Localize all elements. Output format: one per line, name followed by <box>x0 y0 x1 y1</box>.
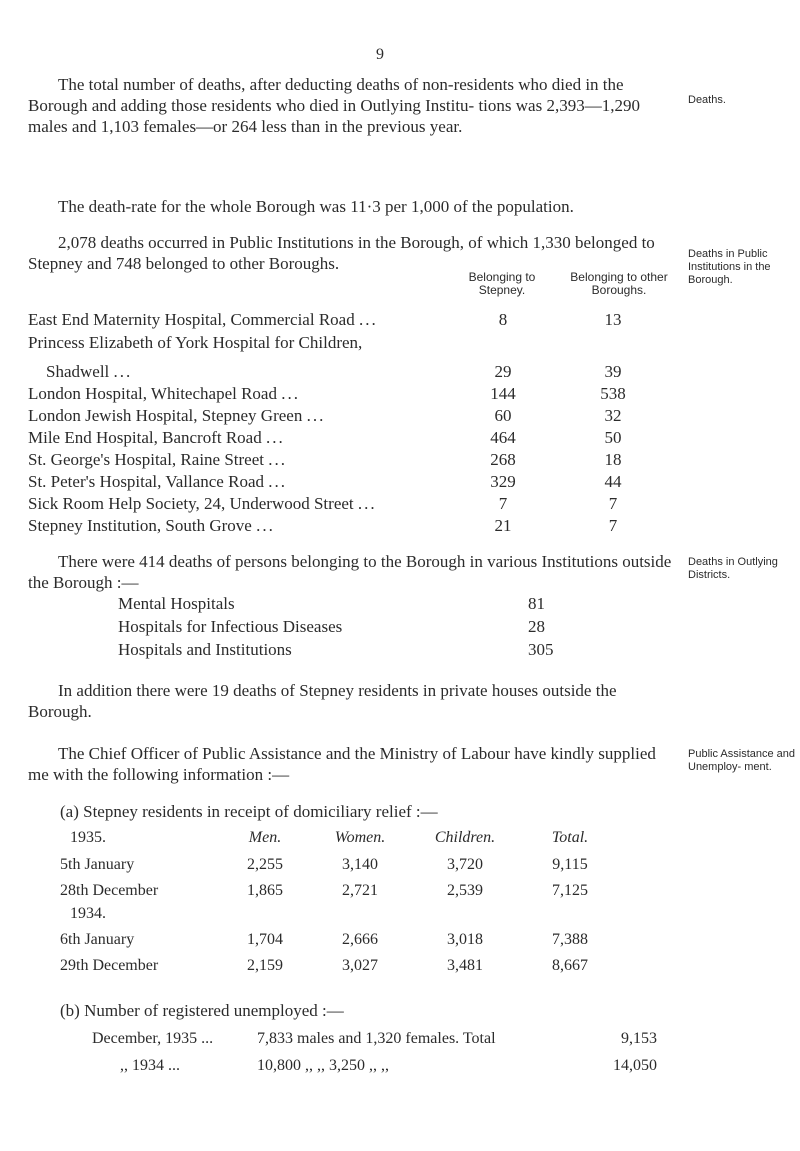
table-row <box>60 928 660 952</box>
table-row <box>92 1054 662 1078</box>
outlying-name: Hospitals and Institutions <box>118 640 292 659</box>
unemployed-text: 10,800 ,, ,, 3,250 ,, ,, <box>257 1057 389 1074</box>
private-houses-paragraph: In addition there were 19 deaths of Stepney residents in private houses outside the Borough. <box>28 681 617 721</box>
institution-name: London Hospital, Whitechapel Road ... <box>28 384 300 403</box>
margin-note-deaths: Deaths. <box>688 94 726 106</box>
value-stepney: 21 <box>494 516 512 535</box>
table-row <box>92 1027 662 1051</box>
deaths-paragraph: The total number of deaths, after deducting deaths of non-residents who died in the Borough and adding those residents who died in Outlying Institu- tions was 2,393—1,290 males and 1,103 females—or 264 less than in the previous year. <box>28 75 640 136</box>
relief-year-label: 1934. <box>70 905 106 922</box>
table-row <box>28 383 658 404</box>
value-other: 7 <box>608 516 618 535</box>
public-institutions-paragraph: 2,078 deaths occurred in Public Institutions in the Borough, of which 1,330 belonged to Stepney and 748 belonged to other Boroughs. <box>28 233 655 273</box>
death-rate-paragraph: The death-rate for the whole Borough was 11·3 per 1,000 of the population. <box>58 197 574 216</box>
unemployed-total: 14,050 <box>613 1057 657 1074</box>
table-row <box>28 405 658 426</box>
col-head-stepney: Belonging to Stepney. <box>468 270 536 297</box>
relief-children: 3,720 <box>447 856 483 873</box>
value-other: 13 <box>604 310 622 329</box>
value-other: 18 <box>604 450 622 469</box>
value-stepney: 29 <box>494 362 512 381</box>
institution-name: London Jewish Hospital, Stepney Green ... <box>28 406 326 425</box>
relief-header-women: Women. <box>334 829 386 846</box>
table-row <box>118 615 578 639</box>
relief-women: 3,140 <box>342 856 378 873</box>
value-stepney: 8 <box>498 310 508 329</box>
unemployed-label: December, 1935 ... <box>92 1030 214 1047</box>
value-other: 32 <box>604 406 622 425</box>
col-head-other: Belonging to other Boroughs. <box>570 270 668 297</box>
relief-women: 2,666 <box>342 931 378 948</box>
value-stepney: 464 <box>490 428 516 447</box>
value-stepney: 7 <box>498 494 508 513</box>
institution-name: Sick Room Help Society, 24, Underwood Street ... <box>28 494 377 513</box>
table-row <box>60 853 660 877</box>
institution-name: Shadwell ... <box>46 362 133 381</box>
table-row <box>28 471 658 492</box>
institution-name: Princess Elizabeth of York Hospital for Children, <box>28 333 363 352</box>
relief-year-1934 <box>60 902 660 926</box>
value-stepney: 268 <box>490 450 516 469</box>
outlying-name: Hospitals for Infectious Diseases <box>118 617 343 636</box>
relief-header-row <box>60 826 660 850</box>
table-row <box>28 332 658 353</box>
relief-heading: (a) Stepney residents in receipt of domiciliary relief :— <box>60 802 438 821</box>
relief-men: 1,704 <box>247 931 283 948</box>
relief-children: 3,018 <box>447 931 483 948</box>
institution-name: St. George's Hospital, Raine Street ... <box>28 450 287 469</box>
margin-note-public-assistance: Public Assistance and Unemploy- ment. <box>688 748 796 773</box>
table-row <box>28 427 658 448</box>
institution-name: Stepney Institution, South Grove ... <box>28 516 275 535</box>
outlying-name: Mental Hospitals <box>118 594 235 613</box>
relief-total: 7,125 <box>552 882 588 899</box>
institution-name: Mile End Hospital, Bancroft Road ... <box>28 428 285 447</box>
value-other: 44 <box>604 472 622 491</box>
margin-note-outlying: Deaths in Outlying Districts. <box>688 556 778 581</box>
unemployed-text: 7,833 males and 1,320 females. Total <box>257 1030 496 1047</box>
table-row <box>28 361 658 382</box>
relief-date: 5th January <box>60 856 135 873</box>
relief-men: 2,255 <box>247 856 283 873</box>
relief-total: 8,667 <box>552 957 588 974</box>
table-row <box>28 493 658 514</box>
unemployed-label: ,, 1934 ... <box>120 1057 180 1074</box>
relief-header-total: Total. <box>551 829 589 846</box>
relief-women: 3,027 <box>342 957 378 974</box>
value-other: 50 <box>604 428 622 447</box>
relief-total: 7,388 <box>552 931 588 948</box>
page-number: 9 <box>376 46 384 63</box>
outlying-paragraph: There were 414 deaths of persons belonging to the Borough in various Institutions outside the Borough :— <box>28 552 672 592</box>
relief-total: 9,115 <box>552 856 588 873</box>
public-assistance-paragraph: The Chief Officer of Public Assistance and the Ministry of Labour have kindly supplied me with the following information :— <box>28 744 656 784</box>
relief-date: 28th December <box>60 882 159 899</box>
relief-men: 1,865 <box>247 882 283 899</box>
table-row <box>118 592 578 616</box>
value-other: 538 <box>600 384 626 403</box>
value-stepney: 60 <box>494 406 512 425</box>
institution-name: St. Peter's Hospital, Vallance Road ... <box>28 472 287 491</box>
outlying-value: 81 <box>528 594 545 613</box>
relief-children: 3,481 <box>447 957 483 974</box>
table-row <box>28 515 658 536</box>
outlying-value: 305 <box>528 640 554 659</box>
relief-header-men: Men. <box>248 829 282 846</box>
value-other: 7 <box>608 494 618 513</box>
unemployed-heading: (b) Number of registered unemployed :— <box>60 1001 344 1020</box>
table-row <box>60 879 660 903</box>
relief-men: 2,159 <box>247 957 283 974</box>
table-row <box>28 449 658 470</box>
value-other: 39 <box>604 362 622 381</box>
table-row <box>118 638 578 662</box>
table-row <box>28 309 658 330</box>
relief-date: 29th December <box>60 957 159 974</box>
relief-date: 6th January <box>60 931 135 948</box>
value-stepney: 144 <box>490 384 516 403</box>
value-stepney: 329 <box>490 472 516 491</box>
outlying-value: 28 <box>528 617 545 636</box>
relief-women: 2,721 <box>342 882 378 899</box>
unemployed-total: 9,153 <box>621 1030 657 1047</box>
institution-name: East End Maternity Hospital, Commercial Road ... <box>28 310 378 329</box>
relief-header-children: Children. <box>434 829 496 846</box>
margin-note-public-institutions: Deaths in Public Institutions in the Borough. <box>688 248 771 286</box>
relief-header-year: 1935. <box>70 829 106 846</box>
table-row <box>60 954 660 978</box>
relief-children: 2,539 <box>447 882 483 899</box>
